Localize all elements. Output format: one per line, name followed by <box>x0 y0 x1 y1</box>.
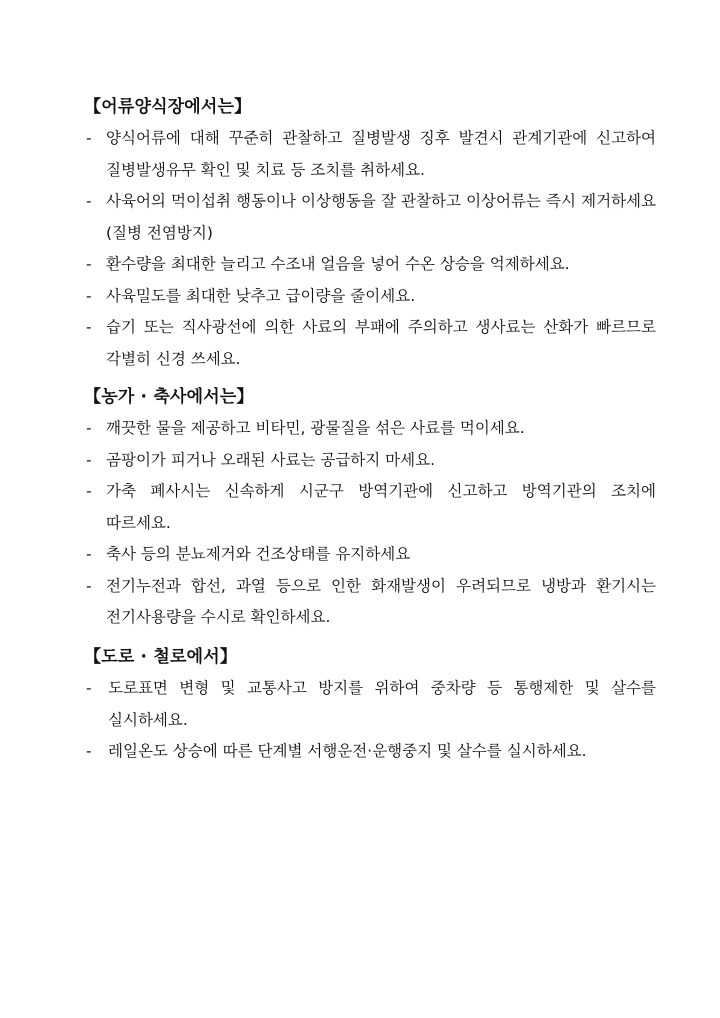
item-list <box>84 123 656 375</box>
section-fish-farm <box>84 96 656 375</box>
bullet-dash: - <box>86 482 92 500</box>
list-item <box>84 673 656 736</box>
list-item <box>84 281 656 313</box>
item-text: 도로표면 변형 및 교통사고 방지를 위하여 중차량 등 통행제한 및 살수를 실시하세요. <box>108 679 656 729</box>
item-text: 습기 또는 직사광선에 의한 사료의 부패에 주의하고 생사료는 산화가 빠르므로 각별히 신경 쓰세요. <box>106 318 656 368</box>
item-text: 사육밀도를 최대한 낮추고 급이량을 줄이세요. <box>106 286 416 305</box>
bullet-dash: - <box>86 192 92 210</box>
bullet-dash: - <box>86 679 92 697</box>
list-item <box>84 445 656 477</box>
bullet-dash: - <box>86 450 92 469</box>
bullet-dash: - <box>86 255 92 273</box>
bullet-dash: - <box>86 129 92 147</box>
item-text: 축사 등의 분뇨제거와 건조상태를 유지하세요 <box>106 545 411 563</box>
item-text: 곰팡이가 피거나 오래된 사료는 공급하지 마세요. <box>106 450 436 469</box>
section-heading: 【도로 · 철로에서】 <box>84 647 238 667</box>
list-item <box>84 539 656 571</box>
section-road-rail <box>84 646 656 768</box>
list-item <box>84 413 656 445</box>
item-list <box>84 673 656 768</box>
bullet-dash: - <box>86 576 92 595</box>
item-text: 깨끗한 물을 제공하고 비타민, 광물질을 섞은 사료를 먹이세요. <box>106 419 525 437</box>
list-item <box>84 186 656 249</box>
bullet-dash: - <box>86 545 92 563</box>
bullet-dash: - <box>86 286 92 305</box>
bullet-dash: - <box>86 419 92 437</box>
list-item <box>84 736 656 768</box>
bullet-dash: - <box>86 318 92 336</box>
item-text: 사육어의 먹이섭취 행동이나 이상행동을 잘 관찰하고 이상어류는 즉시 제거하세요(질병 전염방지) <box>106 192 656 242</box>
list-item <box>84 123 656 186</box>
item-text: 양식어류에 대해 꾸준히 관찰하고 질병발생 징후 발견시 관계기관에 신고하여 질병발생유무 확인 및 치료 등 조치를 취하세요. <box>106 129 656 179</box>
item-text: 환수량을 최대한 늘리고 수조내 얼음을 넣어 수온 상승을 억제하세요. <box>106 255 570 273</box>
list-item <box>84 571 656 634</box>
list-item <box>84 312 656 375</box>
list-item <box>84 476 656 539</box>
section-heading: 【농가 · 축사에서는】 <box>84 387 254 407</box>
section-heading: 【어류양식장에서는】 <box>84 97 252 117</box>
item-text: 레일온도 상승에 따른 단계별 서행운전·운행중지 및 살수를 실시하세요. <box>108 742 587 760</box>
item-text: 전기누전과 합선, 과열 등으로 인한 화재발생이 우려되므로 냉방과 환기시는 전기사용량을 수시로 확인하세요. <box>106 576 656 626</box>
item-list <box>84 413 656 634</box>
item-text: 가축 폐사시는 신속하게 시군구 방역기관에 신고하고 방역기관의 조치에 따르세요. <box>106 482 656 532</box>
list-item <box>84 249 656 281</box>
bullet-dash: - <box>86 742 92 760</box>
section-farm-barn <box>84 386 656 634</box>
